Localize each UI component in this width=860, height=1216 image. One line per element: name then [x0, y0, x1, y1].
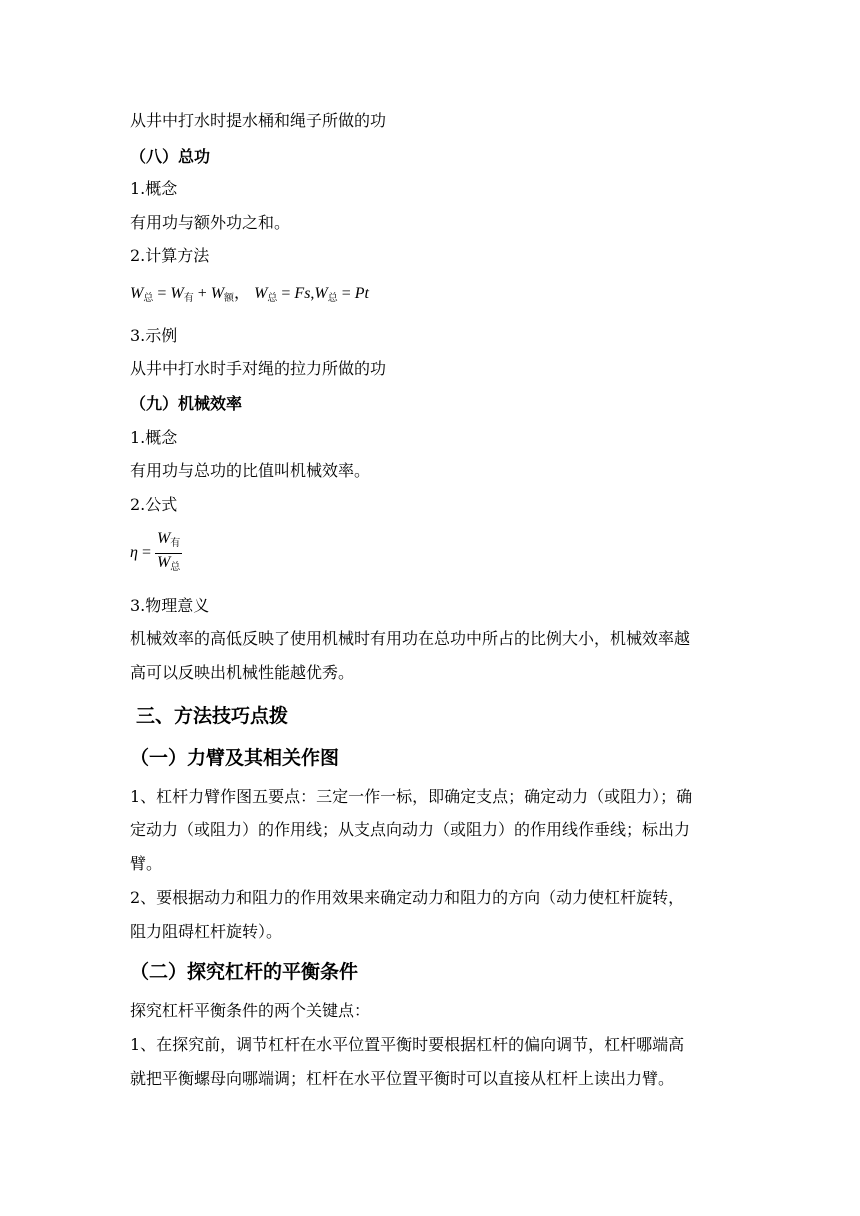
- subheading-calculation: 2.计算方法: [130, 246, 210, 265]
- text-line: 有用功与总功的比值叫机械效率。: [130, 461, 371, 480]
- fraction: $\frac{W_有}{W_总}$: [156, 530, 181, 573]
- text-line: 臂。: [130, 854, 163, 873]
- section-heading-methods: 三、方法技巧点拨: [136, 705, 289, 727]
- text-line: 阻力阻碍杠杆旋转）。: [130, 922, 283, 941]
- text-line: 高可以反映出机械性能越优秀。: [130, 663, 355, 682]
- formula-total-work: $W_总 = W_有 + W_额$， $W_总 = Fs,W_总 = Pt$: [130, 285, 369, 304]
- section-heading-efficiency: （九）机械效率: [130, 394, 243, 413]
- section-heading-total-work: （八）总功: [130, 147, 211, 166]
- text-line: 从井中打水时提水桶和绳子所做的功: [130, 111, 387, 130]
- text-line: 1、杠杆力臂作图五要点：三定一作一标，即确定支点；确定动力（或阻力）；确: [130, 787, 693, 806]
- subheading-example: 3.示例: [130, 326, 178, 345]
- text-line: 定动力（或阻力）的作用线；从支点向动力（或阻力）的作用线作垂线；标出力: [130, 820, 691, 839]
- subheading-concept: 1.概念: [130, 428, 178, 447]
- subheading-meaning: 3.物理意义: [130, 596, 210, 615]
- text-line: 就把平衡螺母向哪端调；杠杆在水平位置平衡时可以直接从杠杆上读出力臂。: [130, 1069, 675, 1088]
- subsection-heading-lever-balance: （二）探究杠杆的平衡条件: [130, 961, 359, 983]
- text-line: 有用功与额外功之和。: [130, 213, 291, 232]
- text-line: 1、在探究前，调节杠杆在水平位置平衡时要根据杠杆的偏向调节，杠杆哪端高: [130, 1035, 685, 1054]
- text-line: 机械效率的高低反映了使用机械时有用功在总功中所占的比例大小，机械效率越: [130, 629, 691, 648]
- subsection-heading-lever-arm: （一）力臂及其相关作图: [130, 747, 340, 769]
- text-line: 探究杠杆平衡条件的两个关键点：: [130, 1001, 371, 1020]
- subheading-formula: 2.公式: [130, 495, 178, 514]
- subheading-concept: 1.概念: [130, 179, 178, 198]
- formula-efficiency: η = $\frac{W_有}{W_总}$: [130, 530, 182, 577]
- text-line: 从井中打水时手对绳的拉力所做的功: [130, 359, 387, 378]
- text-line: 2、要根据动力和阻力的作用效果来确定动力和阻力的方向（动力使杠杆旋转，: [130, 888, 685, 907]
